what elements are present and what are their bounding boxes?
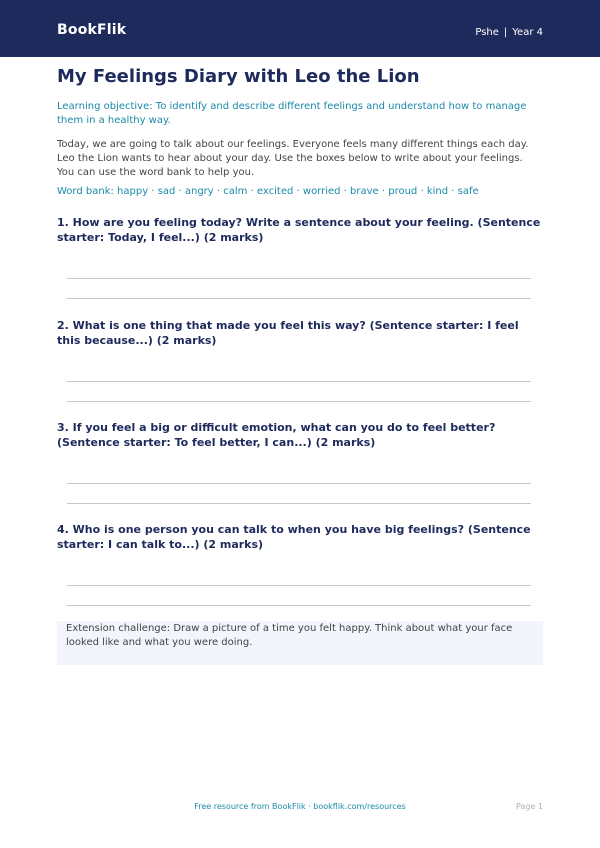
answer-line[interactable]: [67, 605, 531, 606]
answer-line[interactable]: [67, 278, 531, 279]
answer-line[interactable]: [67, 401, 531, 402]
page-number: Page 1: [516, 802, 543, 811]
question-2: [57, 318, 543, 348]
learning-objective: Learning objective: To identify and describe different feelings and understand how to manage them in a healthy way.: [57, 101, 527, 126]
answer-line[interactable]: [67, 298, 531, 299]
answer-line[interactable]: [67, 483, 531, 484]
subject-label: Pshe: [475, 27, 499, 38]
question-4: [57, 522, 543, 552]
answer-line[interactable]: [67, 381, 531, 382]
meta-separator: |: [503, 27, 508, 38]
brand-logo[interactable]: BookFlik: [57, 22, 127, 38]
intro-text: Today, we are going to talk about our feelings. Everyone feels many different things each day. Leo the Lion wants to hear about your day. Use the boxes below to write about your feelings. You can use the word bank to help you.: [57, 139, 529, 178]
question-text: 1. How are you feeling today? Write a sentence about your feeling. (Sentence starter: Today, I feel...) (2 marks): [57, 216, 541, 244]
year-label: Year 4: [512, 27, 543, 38]
extension-challenge-text: Extension challenge: Draw a picture of a time you felt happy. Think about what your face looked like and what you were doing.: [66, 623, 513, 648]
footer-credit[interactable]: Free resource from BookFlik · bookflik.com/resources: [194, 802, 406, 811]
page-title: My Feelings Diary with Leo the Lion: [57, 66, 420, 87]
extension-challenge-box: [57, 621, 543, 665]
question-text: 2. What is one thing that made you feel this way? (Sentence starter: I feel this because...) (2 marks): [57, 319, 519, 347]
answer-line[interactable]: [67, 585, 531, 586]
word-bank: Word bank: happy · sad · angry · calm · excited · worried · brave · proud · kind · safe: [57, 186, 479, 197]
question-3: [57, 420, 543, 450]
question-text: 3. If you feel a big or difficult emotion, what can you do to feel better? (Sentence starter: To feel better, I can...) (2 marks): [57, 421, 496, 449]
header-meta: [475, 27, 543, 38]
question-text: 4. Who is one person you can talk to when you have big feelings? (Sentence starter: I can talk to...) (2 marks): [57, 523, 531, 551]
header-bar: [0, 0, 600, 57]
question-1: [57, 215, 543, 245]
answer-line[interactable]: [67, 503, 531, 504]
